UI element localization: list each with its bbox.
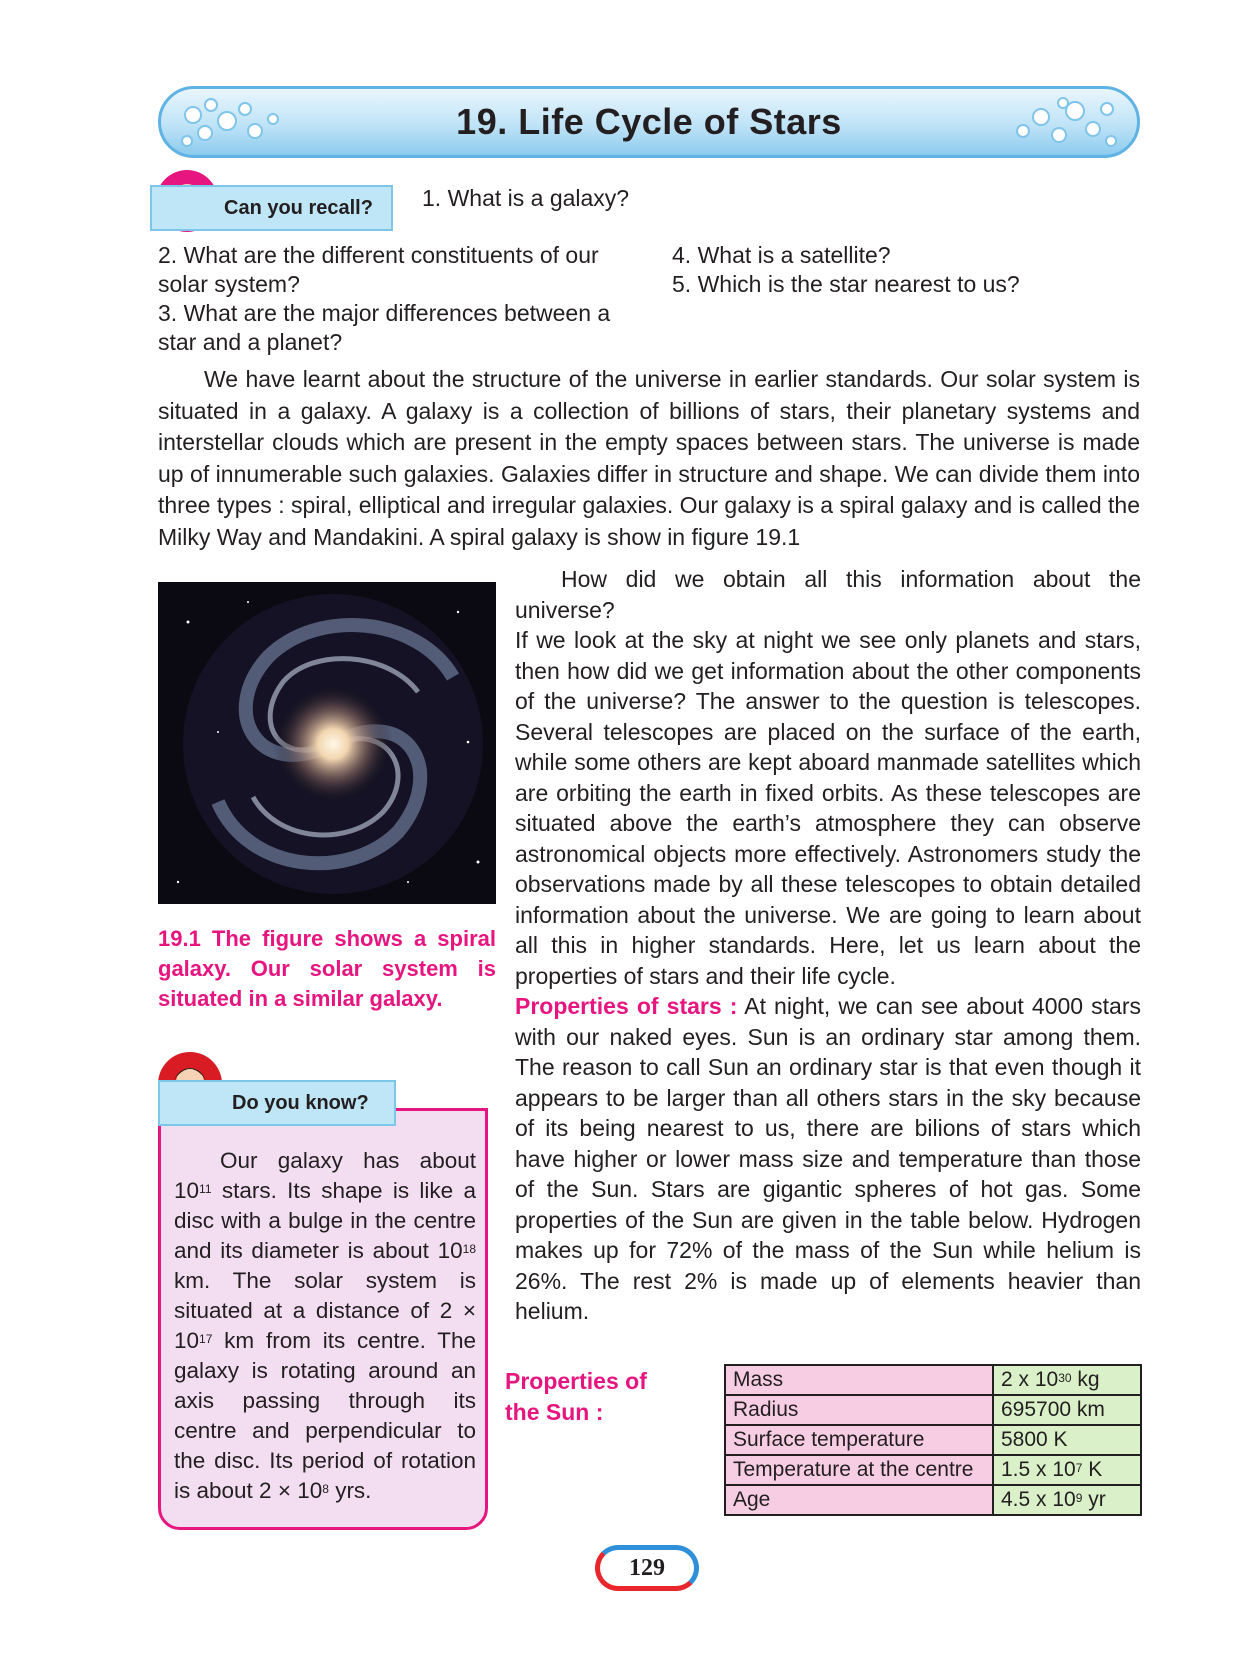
property-name-cell: Age (725, 1485, 993, 1515)
recall-question-4: 4. What is a satellite? (672, 242, 891, 268)
telescope-paragraph: If we look at the sky at night we see only planets and stars, then how did we get information about the other components of the universe? The answer to the question is telescopes. Several telescopes are placed on the surface of the earth, while some others are kept aboard manmade satellites which are orbiting the earth in fixed orbits. As these telescopes are situated above the earth’s atmosphere they can observe astronomical objects more effectively. Astronomers study the observations made by all these telescopes to obtain detailed information about the universe. We are going to learn about all this in higher standards. Here, let us learn about the properties of stars and their life cycle. (515, 627, 1141, 989)
table-row (725, 1485, 1141, 1515)
properties-of-stars-heading: Properties of stars : (515, 993, 738, 1019)
property-name-cell: Mass (725, 1365, 993, 1395)
sun-properties-table (724, 1364, 1142, 1516)
property-value-cell: 1.5 x $10^7$ K (993, 1455, 1141, 1485)
telescope-question-paragraph: How did we obtain all this information about the universe? (515, 566, 1141, 623)
property-value-cell: 2 x $10^{30}$ kg (993, 1365, 1141, 1395)
chapter-title-banner (158, 86, 1140, 158)
table-row (725, 1455, 1141, 1485)
page-number: 129 (595, 1545, 699, 1591)
property-value-cell: 695700 km (993, 1395, 1141, 1425)
intro-paragraph: We have learnt about the structure of the universe in earlier standards. Our solar system is situated in a galaxy. A galaxy is a collection of billions of stars, their planetary systems and interstellar clouds which are present in the empty spaces between stars. The universe is made up of innumerable such galaxies. Galaxies differ in structure and shape. We can divide them into three types : spiral, elliptical and irregular galaxies. Our galaxy is a spiral galaxy and is called the Milky Way and Mandakini. A spiral galaxy is show in figure 19.1 (158, 366, 1140, 550)
main-text-column (515, 564, 1141, 1327)
do-you-know-label: Do you know? (158, 1080, 396, 1126)
property-name-cell: Temperature at the centre (725, 1455, 993, 1485)
molecule-decoration-right (1003, 93, 1123, 155)
recall-question-2: 2. What are the different constituents of our solar system? (158, 242, 599, 297)
table-row (725, 1395, 1141, 1425)
property-value-cell: 5800 K (993, 1425, 1141, 1455)
recall-question-5: 5. Which is the star nearest to us? (672, 271, 1020, 297)
figure-caption: 19.1 The figure shows a spiral galaxy. Our solar system is situated in a similar galaxy. (158, 926, 496, 1011)
table-row (725, 1365, 1141, 1395)
properties-of-stars-paragraph (515, 991, 1141, 1327)
table-row (725, 1425, 1141, 1455)
spiral-galaxy-image (158, 582, 496, 904)
recall-question-1: 1. What is a galaxy? (422, 185, 630, 211)
property-value-cell: 4.5 x $10^9$ yr (993, 1485, 1141, 1515)
property-name-cell: Surface temperature (725, 1425, 993, 1455)
property-name-cell: Radius (725, 1395, 993, 1425)
recall-question-3: 3. What are the major differences between a star and a planet? (158, 300, 611, 355)
recall-label: Can you recall? (150, 185, 393, 231)
chapter-title: 19. Life Cycle of Stars (456, 101, 842, 142)
sun-properties-label: Properties of the Sun : (505, 1368, 647, 1425)
do-you-know-text: Our galaxy has about $10^{11}$ stars. Its shape is like a disc with a bulge in the centre and its diameter is about $10^{18}$ km. The solar system is situated at a distance of $2 \times 10^{17}$ km from its centre. The galaxy is rotating around an axis passing through its centre and perpendicular to the disc. Its period of rotation is about $2 \times 10^8$ yrs. (174, 1148, 476, 1503)
properties-of-stars-text: At night, we can see about 4000 stars with our naked eyes. Sun is an ordinary star among them. The reason to call Sun an ordinary star is that even though it appears to be larger than all others stars in the sky because of its being nearest to us, there are bilions of stars which have higher or lower mass size and temperature than those of the Sun. Stars are gigantic spheres of hot gas. Some properties of the Sun are given in the table below. Hydrogen makes up for 72% of the mass of the Sun while helium is 26%. The rest 2% is made up of elements heavier than helium. (515, 993, 1142, 1324)
